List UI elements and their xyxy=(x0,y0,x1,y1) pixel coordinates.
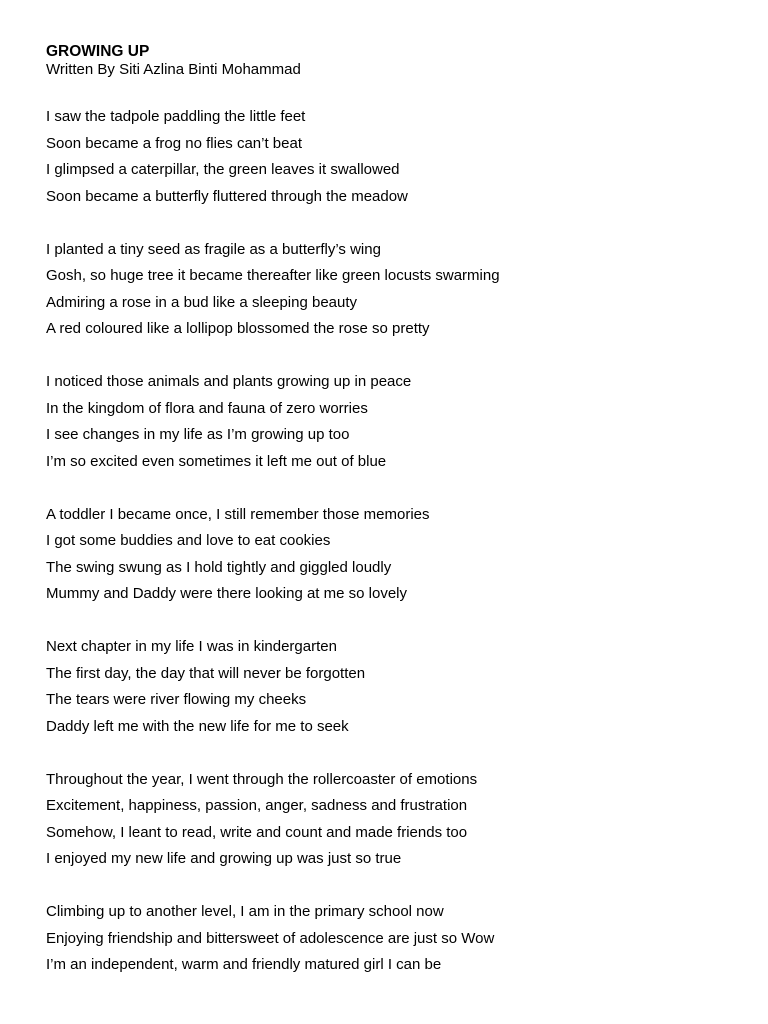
poem-line: Mummy and Daddy were there looking at me so lovely xyxy=(46,585,407,602)
poem-line: I’m an independent, warm and friendly matured girl I can be xyxy=(46,956,442,973)
poem-line: A red coloured like a lollipop blossomed the rose so pretty xyxy=(46,320,430,337)
stanza-6 xyxy=(46,767,746,873)
poem-line: I glimpsed a caterpillar, the green leaves it swallowed xyxy=(46,161,400,178)
poem-line: Soon became a butterfly fluttered through the meadow xyxy=(46,187,408,205)
stanza-5 xyxy=(46,634,746,740)
poem-line: The swing swung as I hold tightly and giggled loudly xyxy=(46,558,392,576)
poem-line: The tears were river flowing my cheeks xyxy=(46,691,307,708)
poem-line: Enjoying friendship and bittersweet of adolescence are just so Wow xyxy=(46,929,495,947)
poem-line: In the kingdom of flora and fauna of zero worries xyxy=(46,399,368,417)
poem-line: Next chapter in my life I was in kindergarten xyxy=(46,638,337,655)
poem-line: Daddy left me with the new life for me to seek xyxy=(46,717,349,735)
poem-byline: Written By Siti Azlina Binti Mohammad xyxy=(46,61,301,78)
poem-line: Climbing up to another level, I am in the primary school now xyxy=(46,903,444,920)
poem-title: GROWING UP xyxy=(46,43,150,60)
poem-line: I got some buddies and love to eat cookies xyxy=(46,532,331,549)
poem-line: I planted a tiny seed as fragile as a butterfly’s wing xyxy=(46,240,381,258)
poem-line: I see changes in my life as I’m growing up too xyxy=(46,426,350,443)
poem-line: Admiring a rose in a bud like a sleeping beauty xyxy=(46,293,358,311)
poem-body xyxy=(46,104,746,979)
document-page xyxy=(46,43,746,1005)
poem-line: The first day, the day that will never be forgotten xyxy=(46,664,366,682)
poem-line: I’m so excited even sometimes it left me out of blue xyxy=(46,452,387,470)
poem-line: A toddler I became once, I still remember those memories xyxy=(46,505,430,523)
poem-line: Somehow, I leant to read, write and count and made friends too xyxy=(46,823,468,841)
stanza-3 xyxy=(46,369,746,475)
poem-line: Gosh, so huge tree it became thereafter like green locusts swarming xyxy=(46,267,500,284)
stanza-4 xyxy=(46,502,746,608)
poem-line: Throughout the year, I went through the rollercoaster of emotions xyxy=(46,770,478,788)
poem-line: Soon became a frog no flies can’t beat xyxy=(46,134,302,152)
poem-line: I enjoyed my new life and growing up was just so true xyxy=(46,850,402,867)
stanza-2 xyxy=(46,237,746,343)
poem-line: I saw the tadpole paddling the little feet xyxy=(46,108,306,125)
poem-line: I noticed those animals and plants growing up in peace xyxy=(46,373,412,390)
poem-line: Excitement, happiness, passion, anger, sadness and frustration xyxy=(46,797,468,814)
stanza-7 xyxy=(46,899,746,979)
stanza-1 xyxy=(46,104,746,210)
